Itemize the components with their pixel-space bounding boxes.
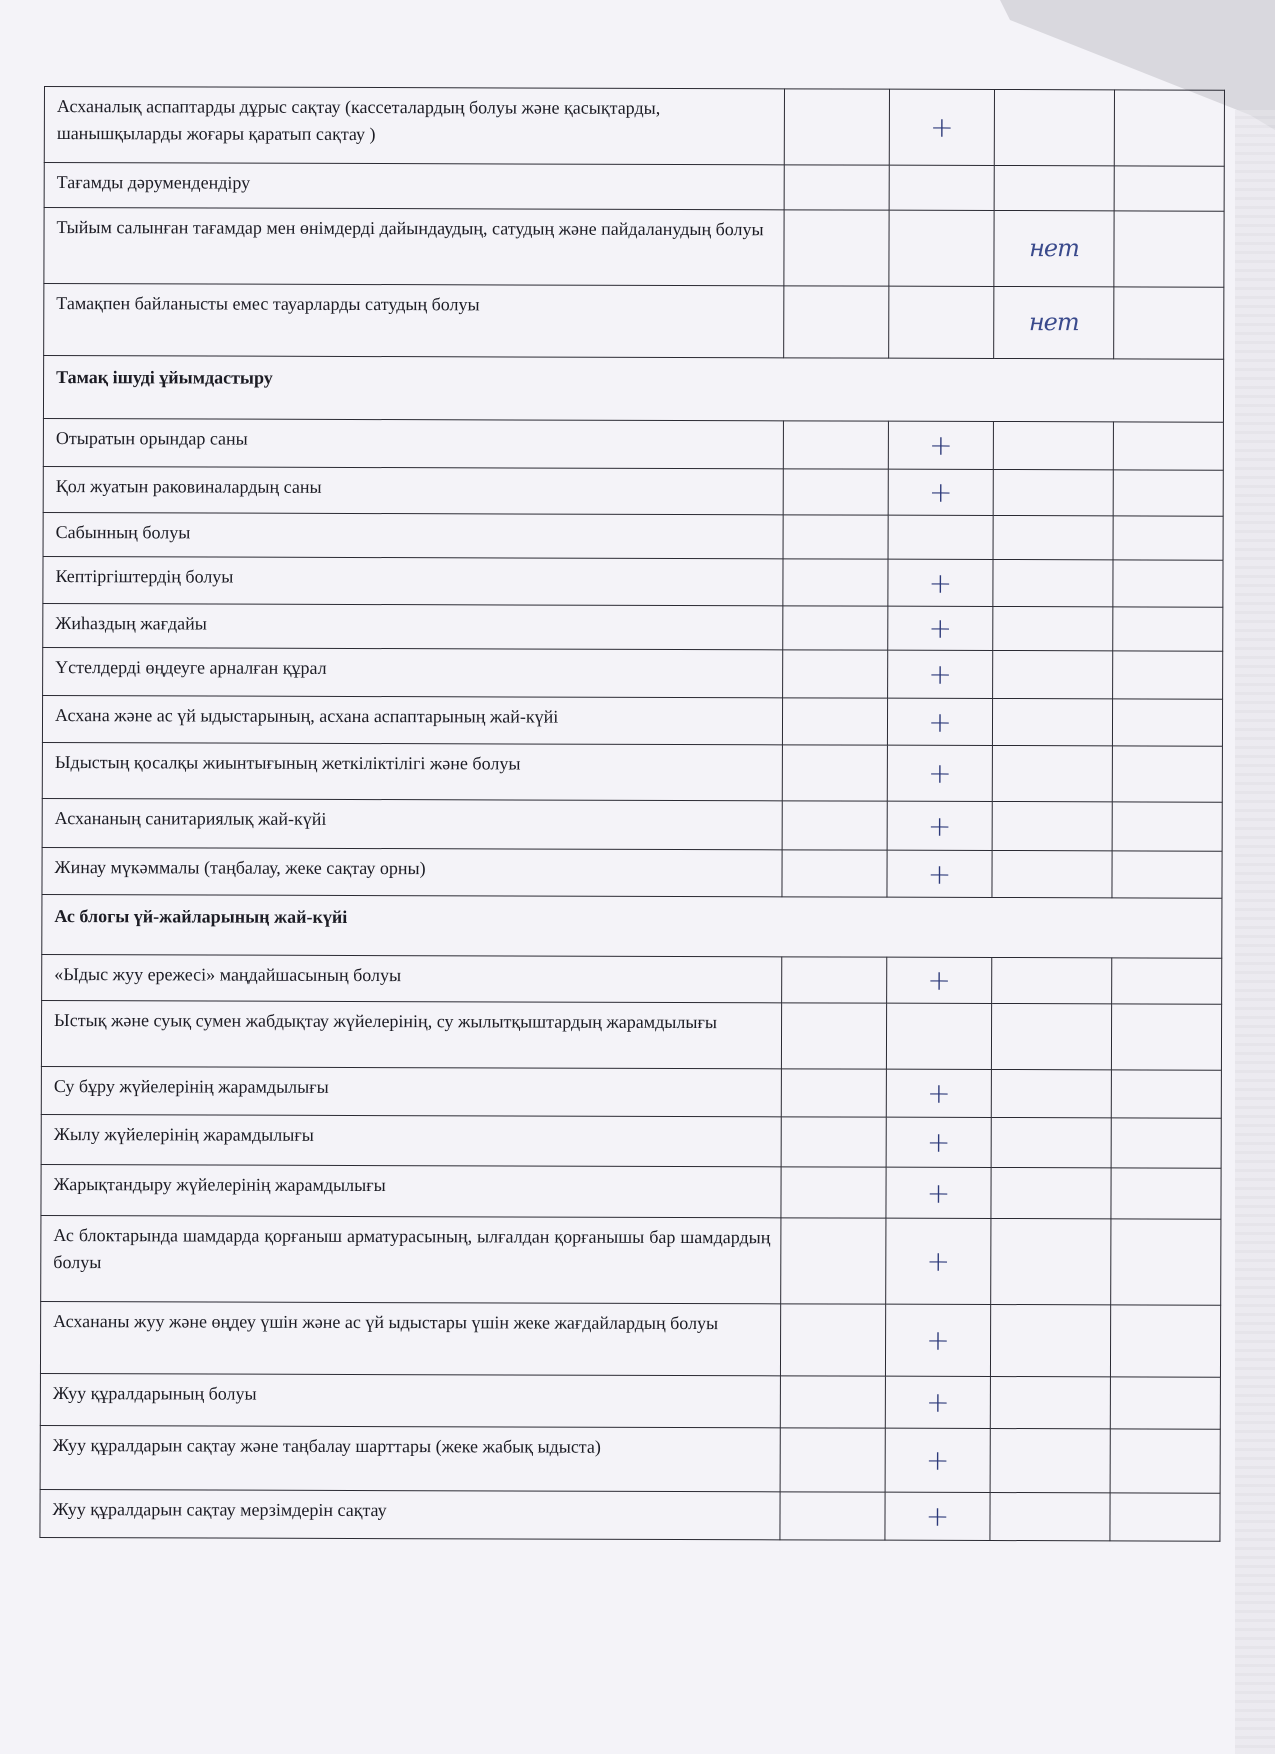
empty-cell xyxy=(783,469,888,515)
criterion-text: Ыдыстың қосалқы жиынтығының жеткіліктілігі және болуы xyxy=(42,742,782,800)
table-row xyxy=(42,847,1222,898)
empty-cell xyxy=(1112,851,1222,898)
handwritten-note xyxy=(993,515,1113,559)
check-mark xyxy=(889,286,994,358)
check-mark: + xyxy=(888,606,993,650)
handwritten-note xyxy=(992,801,1112,850)
criterion-text: Асханалық аспаптарды дұрыс сақтау (кассеталардың болуы және қасықтарды, шанышқыларды жоғары қаратып сақтау ) xyxy=(44,87,784,165)
criterion-text: Сабынның болуы xyxy=(43,512,783,558)
criterion-text: Жуу құралдарының болуы xyxy=(40,1373,780,1427)
criterion-text: Асхананың санитариялық жай-күйі xyxy=(42,798,782,849)
table-row xyxy=(44,87,1224,167)
empty-cell xyxy=(1113,422,1223,470)
criterion-text: Жарықтандыру жүйелерінің жарамдылығы xyxy=(41,1164,781,1217)
handwritten-note: нет xyxy=(994,210,1114,286)
handwritten-note xyxy=(992,745,1112,801)
empty-cell xyxy=(784,286,889,358)
page-edge-shadow xyxy=(1235,110,1275,1754)
table-row xyxy=(42,954,1222,1004)
check-mark: + xyxy=(885,1428,990,1492)
table-row xyxy=(41,1066,1221,1118)
check-mark: + xyxy=(888,559,993,606)
empty-cell xyxy=(1110,1429,1220,1493)
table-row xyxy=(43,418,1223,470)
table-row xyxy=(40,1489,1220,1541)
table-row xyxy=(40,1425,1220,1493)
section-title: Тамақ ішуді ұйымдастыру xyxy=(43,356,1223,423)
empty-cell xyxy=(784,89,889,165)
empty-cell xyxy=(1111,1004,1221,1070)
handwritten-note xyxy=(993,421,1113,469)
table-row xyxy=(41,1000,1221,1070)
empty-cell xyxy=(783,650,888,698)
criterion-text: Жуу құралдарын сақтау мерзімдерін сақтау xyxy=(40,1489,780,1539)
criterion-text: Кептіргіштердің болуы xyxy=(43,556,783,605)
handwritten-note xyxy=(993,469,1113,515)
table-row xyxy=(40,1301,1220,1377)
criterion-text: Ыстық және суық сумен жабдықтау жүйелерінің, су жылытқыштардың жарамдылығы xyxy=(41,1000,781,1068)
empty-cell xyxy=(1112,699,1222,746)
handwritten-note xyxy=(992,698,1112,745)
checklist-table xyxy=(39,86,1225,1542)
inspection-checklist xyxy=(39,86,1224,1542)
check-mark: + xyxy=(888,650,993,698)
empty-cell xyxy=(1111,1168,1221,1219)
table-row xyxy=(44,208,1224,288)
empty-cell xyxy=(782,698,887,745)
criterion-text: Жинау мүкәммалы (таңбалау, жеке сақтау орны) xyxy=(42,847,782,896)
criterion-text: Үстелдерді өңдеуге арналған құрал xyxy=(43,647,783,697)
criterion-text: Асхананы жуу және өңдеу үшін және ас үй ыдыстары үшін жеке жағдайлардың болуы xyxy=(40,1301,780,1375)
handwritten-note xyxy=(992,850,1112,897)
empty-cell xyxy=(1112,958,1222,1004)
criterion-text: Жуу құралдарын сақтау және таңбалау шарттары (жеке жабық ыдыста) xyxy=(40,1425,780,1491)
empty-cell xyxy=(1112,802,1222,851)
table-row xyxy=(43,512,1223,560)
table-row xyxy=(43,647,1223,699)
empty-cell xyxy=(784,210,889,286)
check-mark: + xyxy=(886,1218,991,1304)
check-mark: + xyxy=(888,421,993,469)
empty-cell xyxy=(782,745,887,801)
empty-cell xyxy=(781,1167,886,1218)
empty-cell xyxy=(783,606,888,650)
empty-cell xyxy=(1114,287,1224,359)
empty-cell xyxy=(1113,607,1223,651)
criterion-text: Отыратын орындар саны xyxy=(43,418,783,468)
handwritten-note xyxy=(991,1003,1111,1069)
empty-cell xyxy=(780,1428,885,1492)
criterion-text: Қол жуатын раковиналардың саны xyxy=(43,466,783,514)
handwritten-note xyxy=(990,1428,1110,1492)
empty-cell xyxy=(1114,90,1224,166)
check-mark: + xyxy=(887,801,992,850)
criterion-text: Жиһаздың жағдайы xyxy=(43,603,783,649)
empty-cell xyxy=(1110,1377,1220,1429)
check-mark: + xyxy=(886,1069,991,1117)
table-row xyxy=(43,603,1223,651)
empty-cell xyxy=(784,165,889,210)
handwritten-note xyxy=(990,1492,1110,1540)
empty-cell xyxy=(1114,166,1224,211)
empty-cell xyxy=(780,1376,885,1428)
criterion-text: Асхана және ас үй ыдыстарының, асхана аспаптарының жай-күйі xyxy=(42,695,782,744)
table-row xyxy=(42,695,1222,746)
empty-cell xyxy=(1113,516,1223,560)
table-row xyxy=(41,1215,1221,1305)
check-mark: + xyxy=(888,469,993,515)
empty-cell xyxy=(1113,470,1223,516)
criterion-text: Жылу жүйелерінің жарамдылығы xyxy=(41,1114,781,1166)
empty-cell xyxy=(782,957,887,1003)
criterion-text: Тағамды дәрумендендіру xyxy=(44,163,784,210)
table-row xyxy=(42,798,1222,851)
handwritten-note xyxy=(992,957,1112,1003)
check-mark xyxy=(889,165,994,210)
empty-cell xyxy=(783,515,888,559)
table-row xyxy=(42,742,1222,802)
empty-cell xyxy=(782,801,887,850)
table-row xyxy=(43,556,1223,607)
handwritten-note xyxy=(990,1304,1110,1376)
empty-cell xyxy=(1112,746,1222,802)
check-mark: + xyxy=(887,698,992,745)
handwritten-note xyxy=(993,559,1113,606)
empty-cell xyxy=(780,1492,885,1540)
check-mark xyxy=(888,515,993,559)
handwritten-note xyxy=(994,165,1114,210)
handwritten-note xyxy=(991,1218,1111,1304)
handwritten-note xyxy=(990,1376,1110,1428)
check-mark: + xyxy=(885,1376,990,1428)
empty-cell xyxy=(781,1003,886,1069)
handwritten-note xyxy=(991,1167,1111,1218)
empty-cell xyxy=(1113,560,1223,607)
check-mark: + xyxy=(889,89,994,165)
check-mark xyxy=(886,1003,991,1069)
empty-cell xyxy=(1111,1219,1221,1305)
check-mark: + xyxy=(887,745,992,801)
check-mark: + xyxy=(887,850,992,897)
empty-cell xyxy=(1111,1118,1221,1168)
handwritten-note: нет xyxy=(994,286,1114,358)
table-row xyxy=(44,163,1224,212)
empty-cell xyxy=(781,1069,886,1117)
check-mark: + xyxy=(885,1492,990,1540)
table-row xyxy=(40,1373,1220,1429)
criterion-text: «Ыдыс жуу ережесі» маңдайшасының болуы xyxy=(42,954,782,1002)
empty-cell xyxy=(1113,651,1223,699)
empty-cell xyxy=(781,1117,886,1167)
empty-cell xyxy=(1110,1305,1220,1377)
table-row xyxy=(41,1164,1221,1219)
table-row xyxy=(44,284,1224,360)
empty-cell xyxy=(783,421,888,469)
check-mark xyxy=(889,210,994,286)
criterion-text: Су бұру жүйелерінің жарамдылығы xyxy=(41,1066,781,1116)
criterion-text: Ас блоктарында шамдарда қорғаныш арматурасының, ылғалдан қорғанышы бар шамдардың болуы xyxy=(41,1215,781,1303)
handwritten-note xyxy=(993,650,1113,698)
empty-cell xyxy=(783,559,888,606)
table-row xyxy=(43,466,1223,516)
handwritten-note xyxy=(991,1069,1111,1117)
empty-cell xyxy=(1111,1070,1221,1118)
check-mark: + xyxy=(886,1167,991,1218)
section-row xyxy=(42,894,1222,958)
section-row xyxy=(43,356,1223,423)
criterion-text: Тамақпен байланысты емес тауарларды сатудың болуы xyxy=(44,284,784,358)
empty-cell xyxy=(1114,211,1224,287)
table-row xyxy=(41,1114,1221,1168)
handwritten-note xyxy=(991,1117,1111,1167)
check-mark: + xyxy=(887,957,992,1003)
empty-cell xyxy=(1110,1493,1220,1541)
empty-cell xyxy=(780,1304,885,1376)
section-title: Ас блогы үй-жайларының жай-күйі xyxy=(42,894,1222,958)
criterion-text: Тыйым салынған тағамдар мен өнімдерді дайындаудың, сатудың және пайдаланудың болуы xyxy=(44,208,784,286)
handwritten-note xyxy=(994,89,1114,165)
handwritten-note xyxy=(993,606,1113,650)
empty-cell xyxy=(782,850,887,897)
check-mark: + xyxy=(885,1304,990,1376)
check-mark: + xyxy=(886,1117,991,1167)
empty-cell xyxy=(781,1218,886,1304)
